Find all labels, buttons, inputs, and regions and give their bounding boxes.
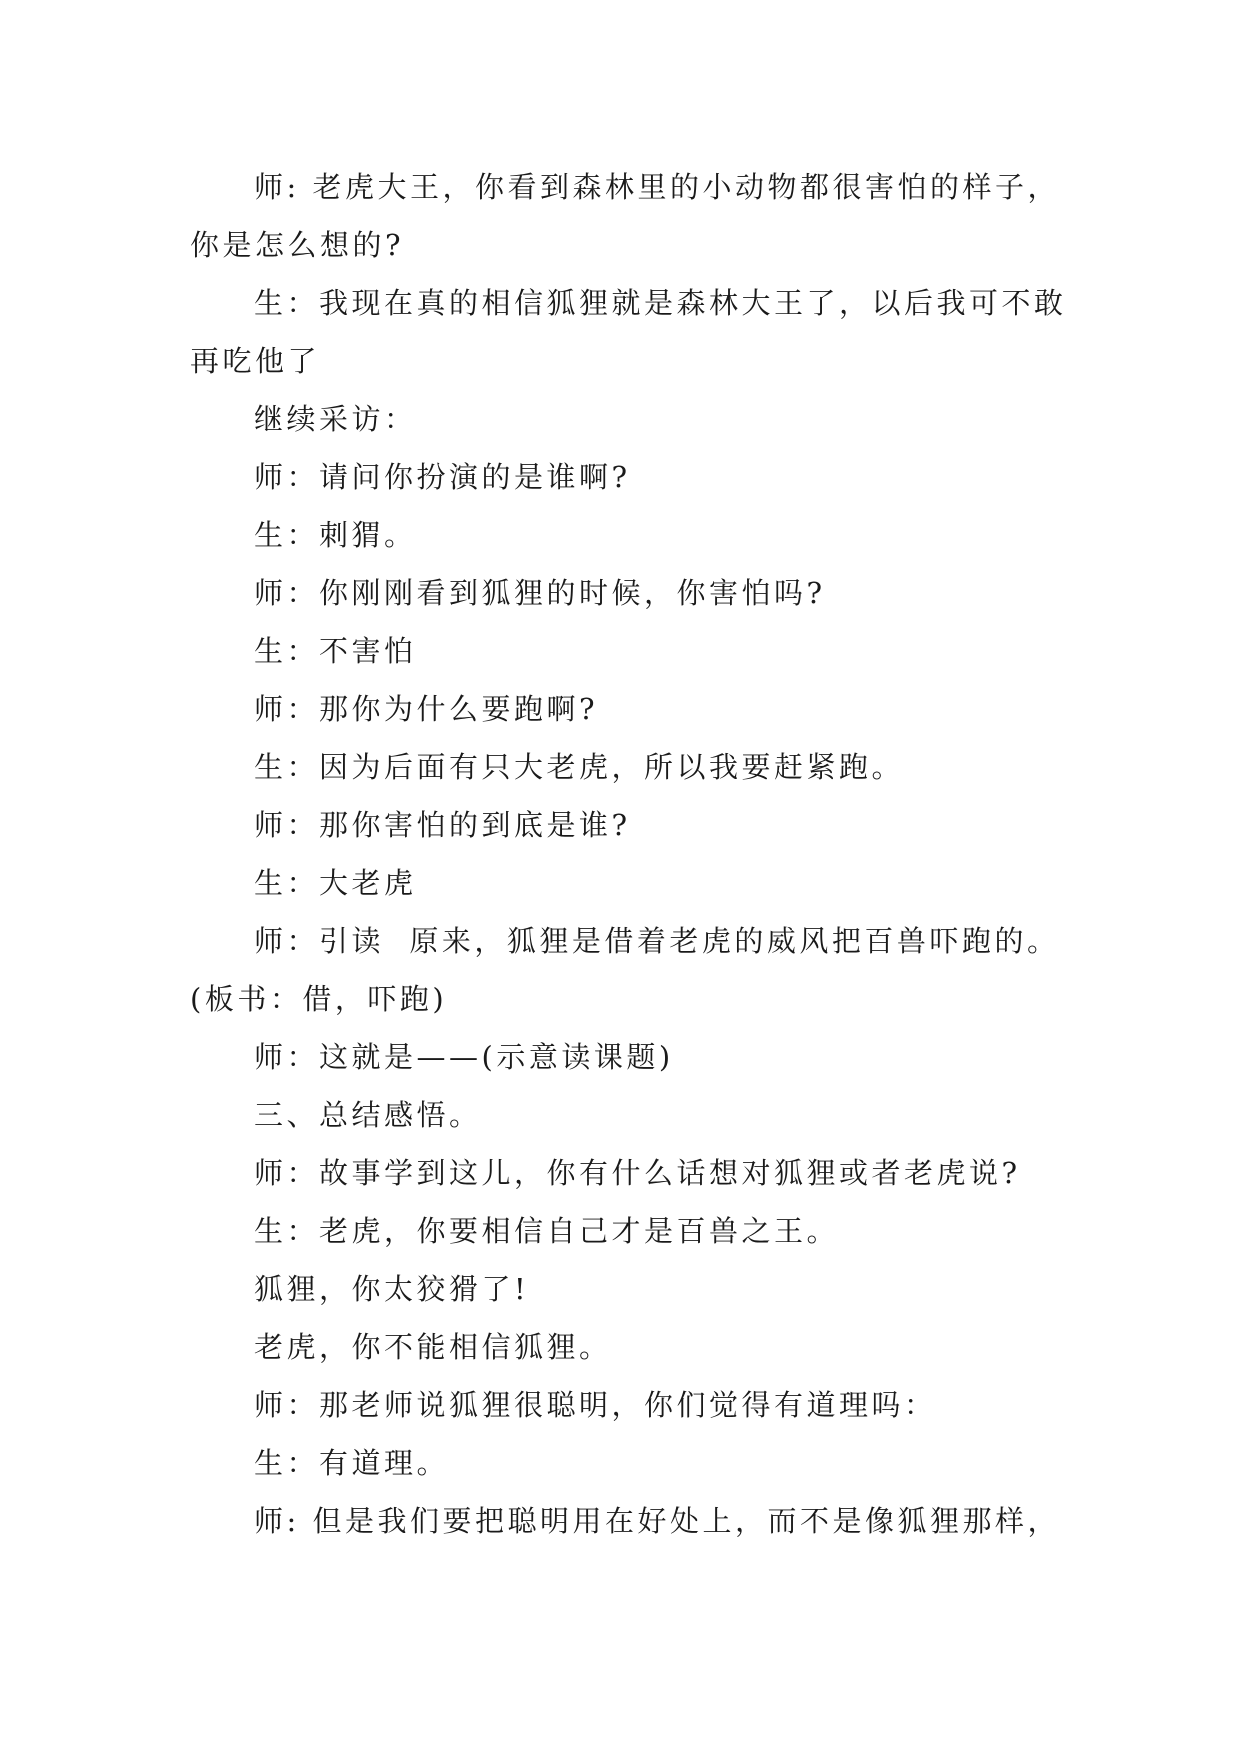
paragraph: 狐狸，你太狡猾了! bbox=[254, 1272, 530, 1306]
paragraph: 师: 但是我们要把聪明用在好处上，而不是像狐狸那样， bbox=[254, 1504, 1060, 1538]
paragraph: 师: 老虎大王，你看到森林里的小动物都很害怕的样子，你是怎么想的? bbox=[190, 170, 1060, 262]
paragraph: 生：我现在真的相信狐狸就是森林大王了，以后我可不敢再吃他了 bbox=[190, 286, 1067, 378]
paragraph: 师：那你害怕的到底是谁? bbox=[254, 808, 631, 842]
paragraph: 生：因为后面有只大老虎，所以我要赶紧跑。 bbox=[254, 750, 905, 784]
paragraph: 师：引读 原来，狐狸是借着老虎的威风把百兽吓跑的。(板书：借，吓跑) bbox=[190, 924, 1060, 1016]
paragraph: 师：请问你扮演的是谁啊? bbox=[254, 460, 631, 494]
paragraph: 师：那你为什么要跑啊? bbox=[254, 692, 599, 726]
paragraph: 继续采访： bbox=[254, 402, 417, 436]
paragraph: 生：大老虎 bbox=[254, 866, 417, 900]
paragraph: 三、总结感悟。 bbox=[254, 1098, 482, 1132]
paragraph: 老虎，你不能相信狐狸。 bbox=[254, 1330, 612, 1364]
paragraph: 生：不害怕 bbox=[254, 634, 417, 668]
paragraph: 师：这就是——(示意读课题) bbox=[254, 1040, 674, 1074]
document-body bbox=[190, 158, 1070, 1550]
paragraph: 生：刺猬。 bbox=[254, 518, 417, 552]
paragraph: 生：有道理。 bbox=[254, 1446, 450, 1480]
paragraph: 生：老虎，你要相信自己才是百兽之王。 bbox=[254, 1214, 840, 1248]
paragraph: 师：那老师说狐狸很聪明，你们觉得有道理吗： bbox=[254, 1388, 937, 1422]
paragraph: 师：你刚刚看到狐狸的时候，你害怕吗? bbox=[254, 576, 826, 610]
paragraph: 师：故事学到这儿，你有什么话想对狐狸或者老虎说? bbox=[254, 1156, 1021, 1190]
